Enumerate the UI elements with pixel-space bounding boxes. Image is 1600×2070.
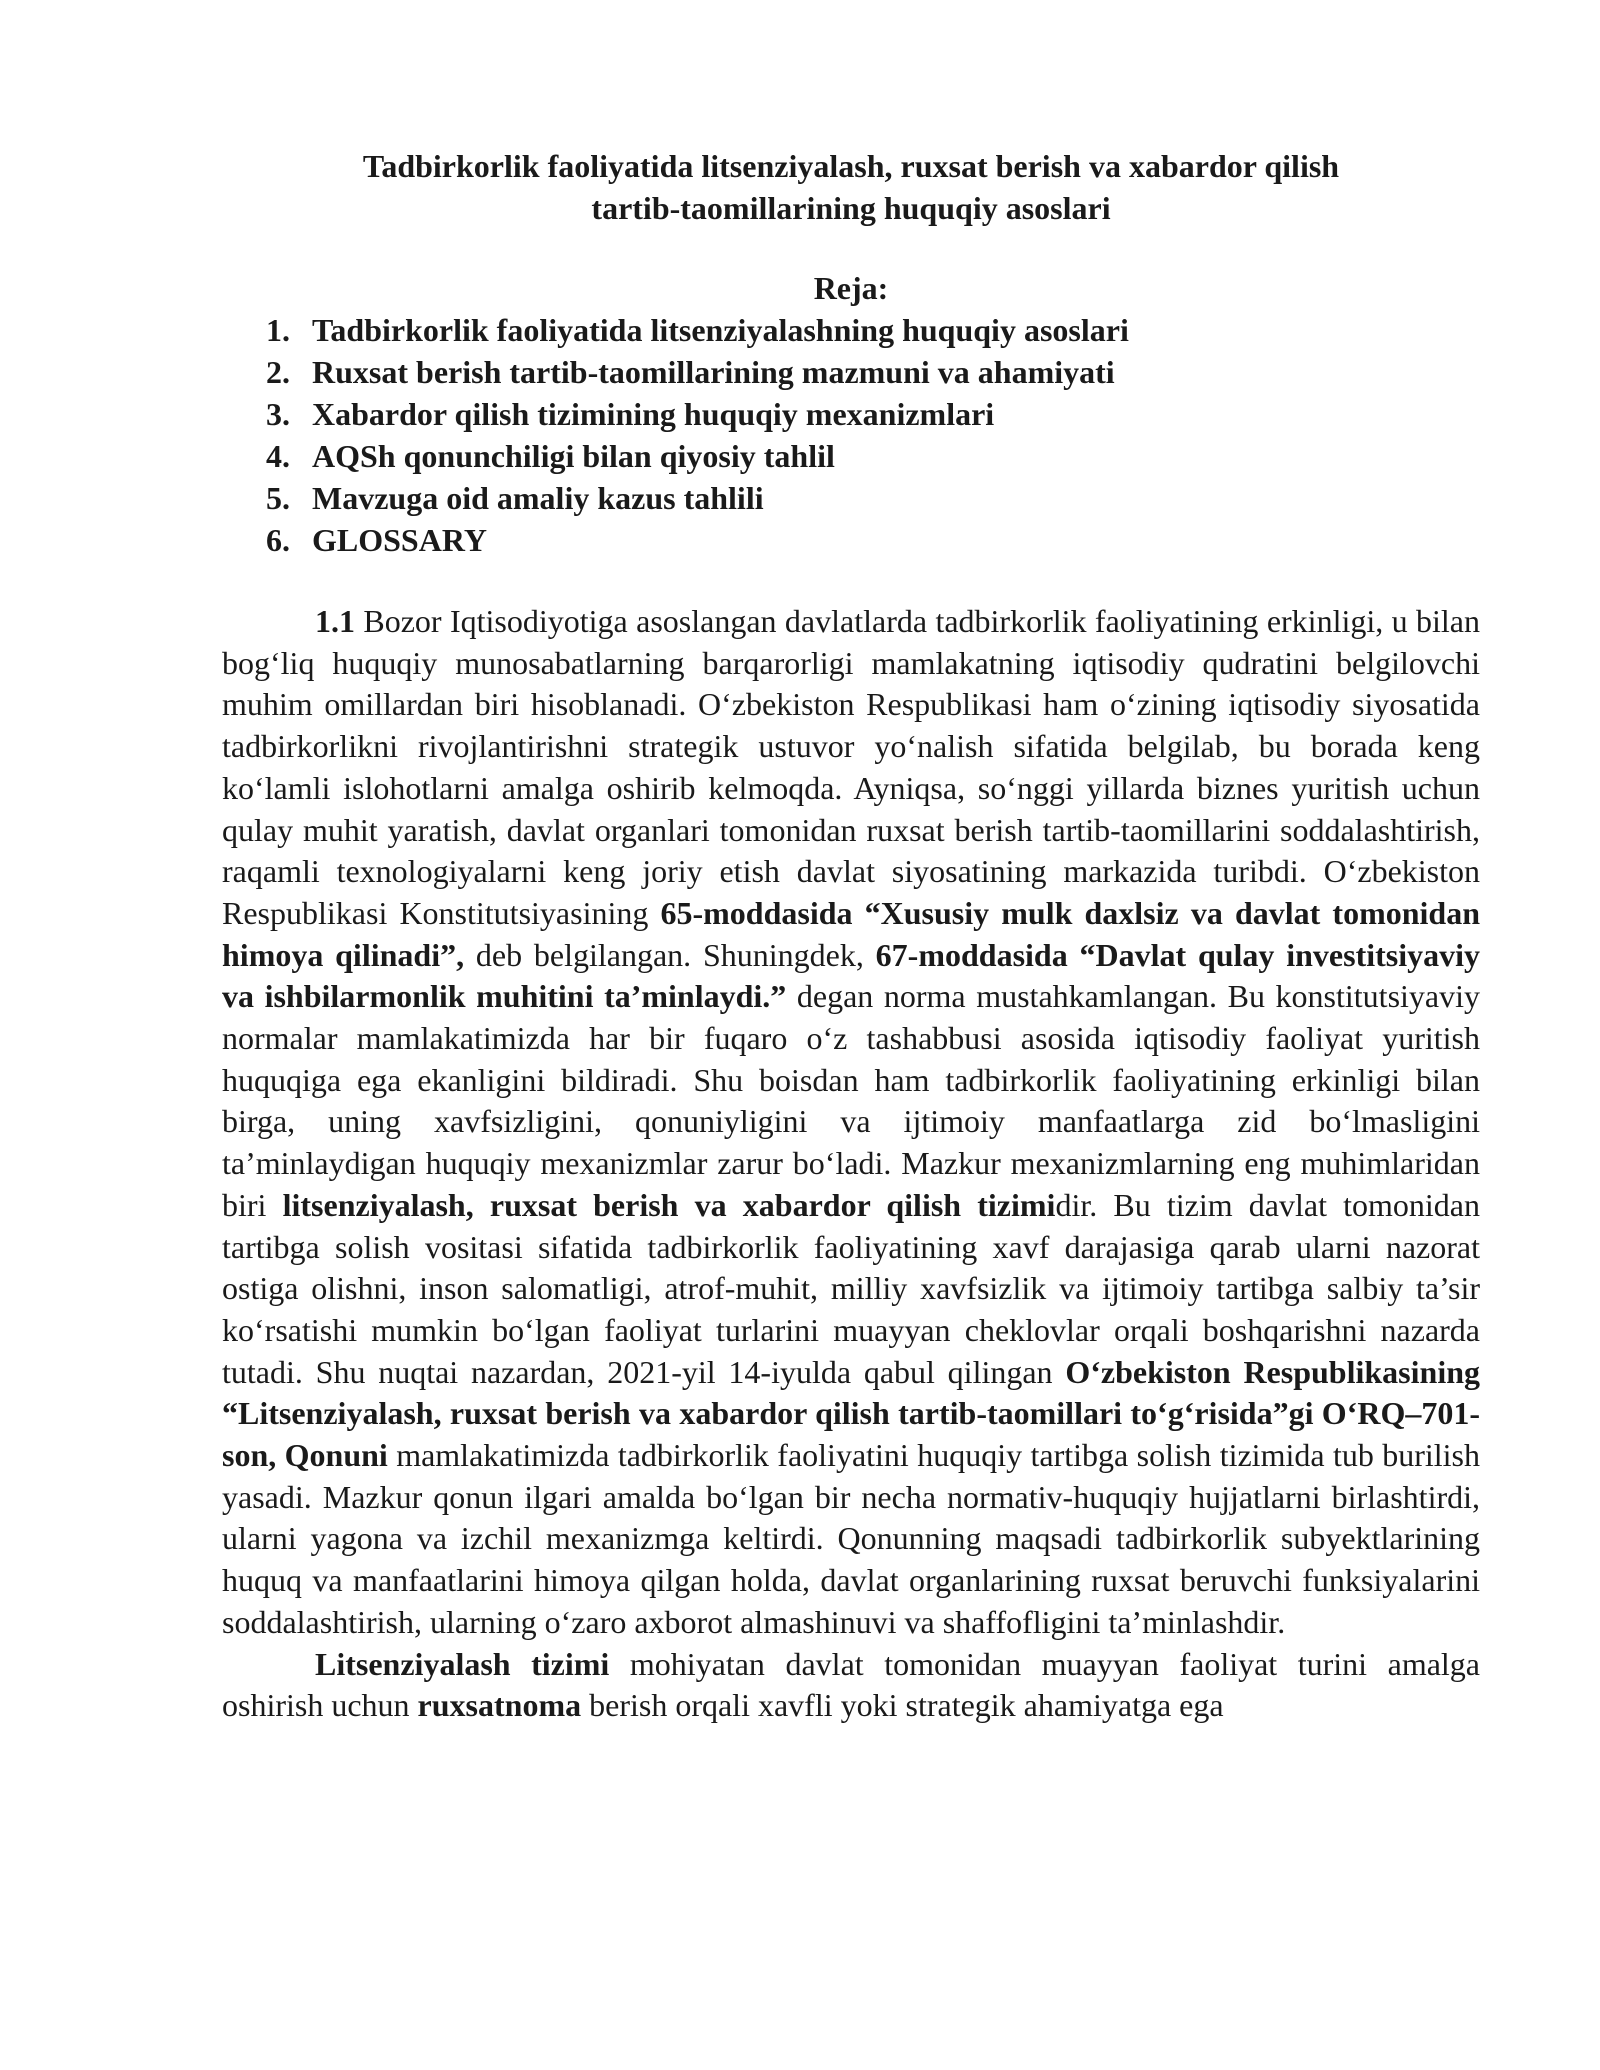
plan-item-number: 5. — [266, 480, 290, 516]
text-run: mamlakatimizda tadbirkorlik faoliyatini huquqiy tartibga solish tizimida tub burilish yasadi. Mazkur qonun ilgari amalda bo‘lgan bir necha normativ-huquqiy hujjatlarni birlashtirdi, ularni yagona va izchil mexanizmga keltirdi. Qonunning maqsadi tadbirkorlik subyektlarining huquq va manfaatlarini himoya qilgan holda, davlat organlarining ruxsat beruvchi funksiyalarini soddalashtirish, ularning o‘zaro axborot almashinuvi va shaffofligini ta’minlashdir. — [222, 1437, 1481, 1640]
document-title — [222, 145, 1480, 229]
plan-item — [266, 351, 1480, 393]
plan-item — [266, 309, 1480, 351]
plan-item-text: Ruxsat berish tartib-taomillarining mazmuni va ahamiyati — [312, 354, 1115, 390]
plan-item-number: 6. — [266, 522, 290, 558]
body-paragraph — [222, 1644, 1480, 1727]
text-run: Bozor Iqtisodiyotiga asoslangan davlatlarda tadbirkorlik faoliyatining erkinligi, u bilan bog‘liq huquqiy munosabatlarning barqarorligi mamlakatning iqtisodiy qudratini belgilovchi muhim omillardan biri hisoblanadi. O‘zbekiston Respublikasi ham o‘zining iqtisodiy siyosatida tadbirkorlikni rivojlantirishni strategik ustuvor yo‘nalish sifatida belgilab, bu borada keng ko‘lamli islohotlarni amalga oshirib kelmoqda. Ayniqsa, so‘nggi yillarda biznes yuritish uchun qulay muhit yaratish, davlat organlari tomonidan ruxsat berish tartib-taomillarini soddalashtirish, raqamli texnologiyalarni keng joriy etish davlat siyosatining markazida turibdi. O‘zbekiston Respublikasi Konstitutsiyasining — [222, 603, 1480, 931]
text-run: dir. Bu tizim davlat tomonidan tartibga solish vositasi sifatida tadbirkorlik faoliyatining xavf darajasiga qarab ularni nazorat ostiga olishni, inson salomatligi, atrof-muhit, milliy xavfsizlik va ijtimoiy tartibga salbiy ta’sir ko‘rsatishi mumkin bo‘lgan faoliyat turlarini muayyan cheklovlar orqali boshqarishni nazarda tutadi. Shu nuqtai nazardan, 2021-yil 14-iyulda qabul qilingan — [222, 1186, 1481, 1390]
body-text — [222, 601, 1480, 1727]
plan-item — [266, 477, 1480, 519]
plan-item-number: 1. — [266, 312, 290, 348]
plan-list — [222, 309, 1480, 561]
text-run: deb belgilangan. Shuningdek, — [464, 936, 876, 973]
plan-heading: Reja: — [813, 270, 889, 306]
plan-item-number: 3. — [266, 396, 290, 432]
plan-item-text: Xabardor qilish tizimining huquqiy mexanizmlari — [312, 396, 995, 432]
plan-item-text: AQSh qonunchiligi bilan qiyosiy tahlil — [312, 438, 835, 474]
title-line-1: Tadbirkorlik faoliyatida litsenziyalash, ruxsat berish va xabardor qilish — [362, 148, 1340, 184]
plan-item-number: 2. — [266, 354, 290, 390]
plan-item — [266, 435, 1480, 477]
bold-text-run: 65-moddasida “Xususiy mulk daxlsiz va davlat tomonidan himoya qilinadi”, — [222, 894, 1481, 973]
text-run: degan norma mustahkamlangan. Bu konstitutsiyaviy normalar mamlakatimizda har bir fuqaro o‘z tashabbusi asosida iqtisodiy faoliyat yuritish huquqiga ega ekanligini bildiradi. Shu boisdan ham tadbirkorlik faoliyatining erkinligi bilan birga, uning xavfsizligini, qonuniyligini va ijtimoiy manfaatlarga zid bo‘lmasligini ta’minlaydigan huquqiy mexanizmlar zarur bo‘ladi. Mazkur mexanizmlarning eng muhimlaridan biri — [222, 978, 1481, 1223]
plan-item-text: Mavzuga oid amaliy kazus tahlili — [312, 480, 764, 516]
plan-item-number: 4. — [266, 438, 290, 474]
plan-item — [266, 519, 1480, 561]
plan-item-text: Tadbirkorlik faoliyatida litsenziyalashning huquqiy asoslari — [312, 312, 1129, 348]
title-line-2: tartib-taomillarining huquqiy asoslari — [591, 190, 1111, 226]
body-paragraph — [222, 601, 1480, 1644]
document-page — [222, 145, 1480, 1727]
plan-item-text: GLOSSARY — [312, 522, 487, 558]
bold-text-run: O‘zbekiston Respublikasining “Litsenziyalash, ruxsat berish va xabardor qilish tartib-taomillari to‘g‘risida”gi O‘RQ–701-son, Qonuni — [222, 1353, 1481, 1474]
text-run: berish orqali xavfli yoki strategik ahamiyatga ega — [581, 1687, 1224, 1724]
bold-text-run: 67-moddasida “Davlat qulay investitsiyaviy va ishbilarmonlik muhitini ta’minlaydi.” — [222, 936, 1481, 1015]
bold-text-run: ruxsatnoma — [417, 1687, 582, 1724]
bold-text-run: 1.1 — [315, 603, 355, 639]
bold-text-run: litsenziyalash, ruxsat berish va xabardor qilish tizimi — [282, 1186, 1056, 1223]
bold-text-run: Litsenziyalash tizimi — [315, 1645, 610, 1682]
plan-item — [266, 393, 1480, 435]
text-run: mohiyatan davlat tomonidan muayyan faoliyat turini amalga oshirish uchun — [222, 1645, 1481, 1724]
